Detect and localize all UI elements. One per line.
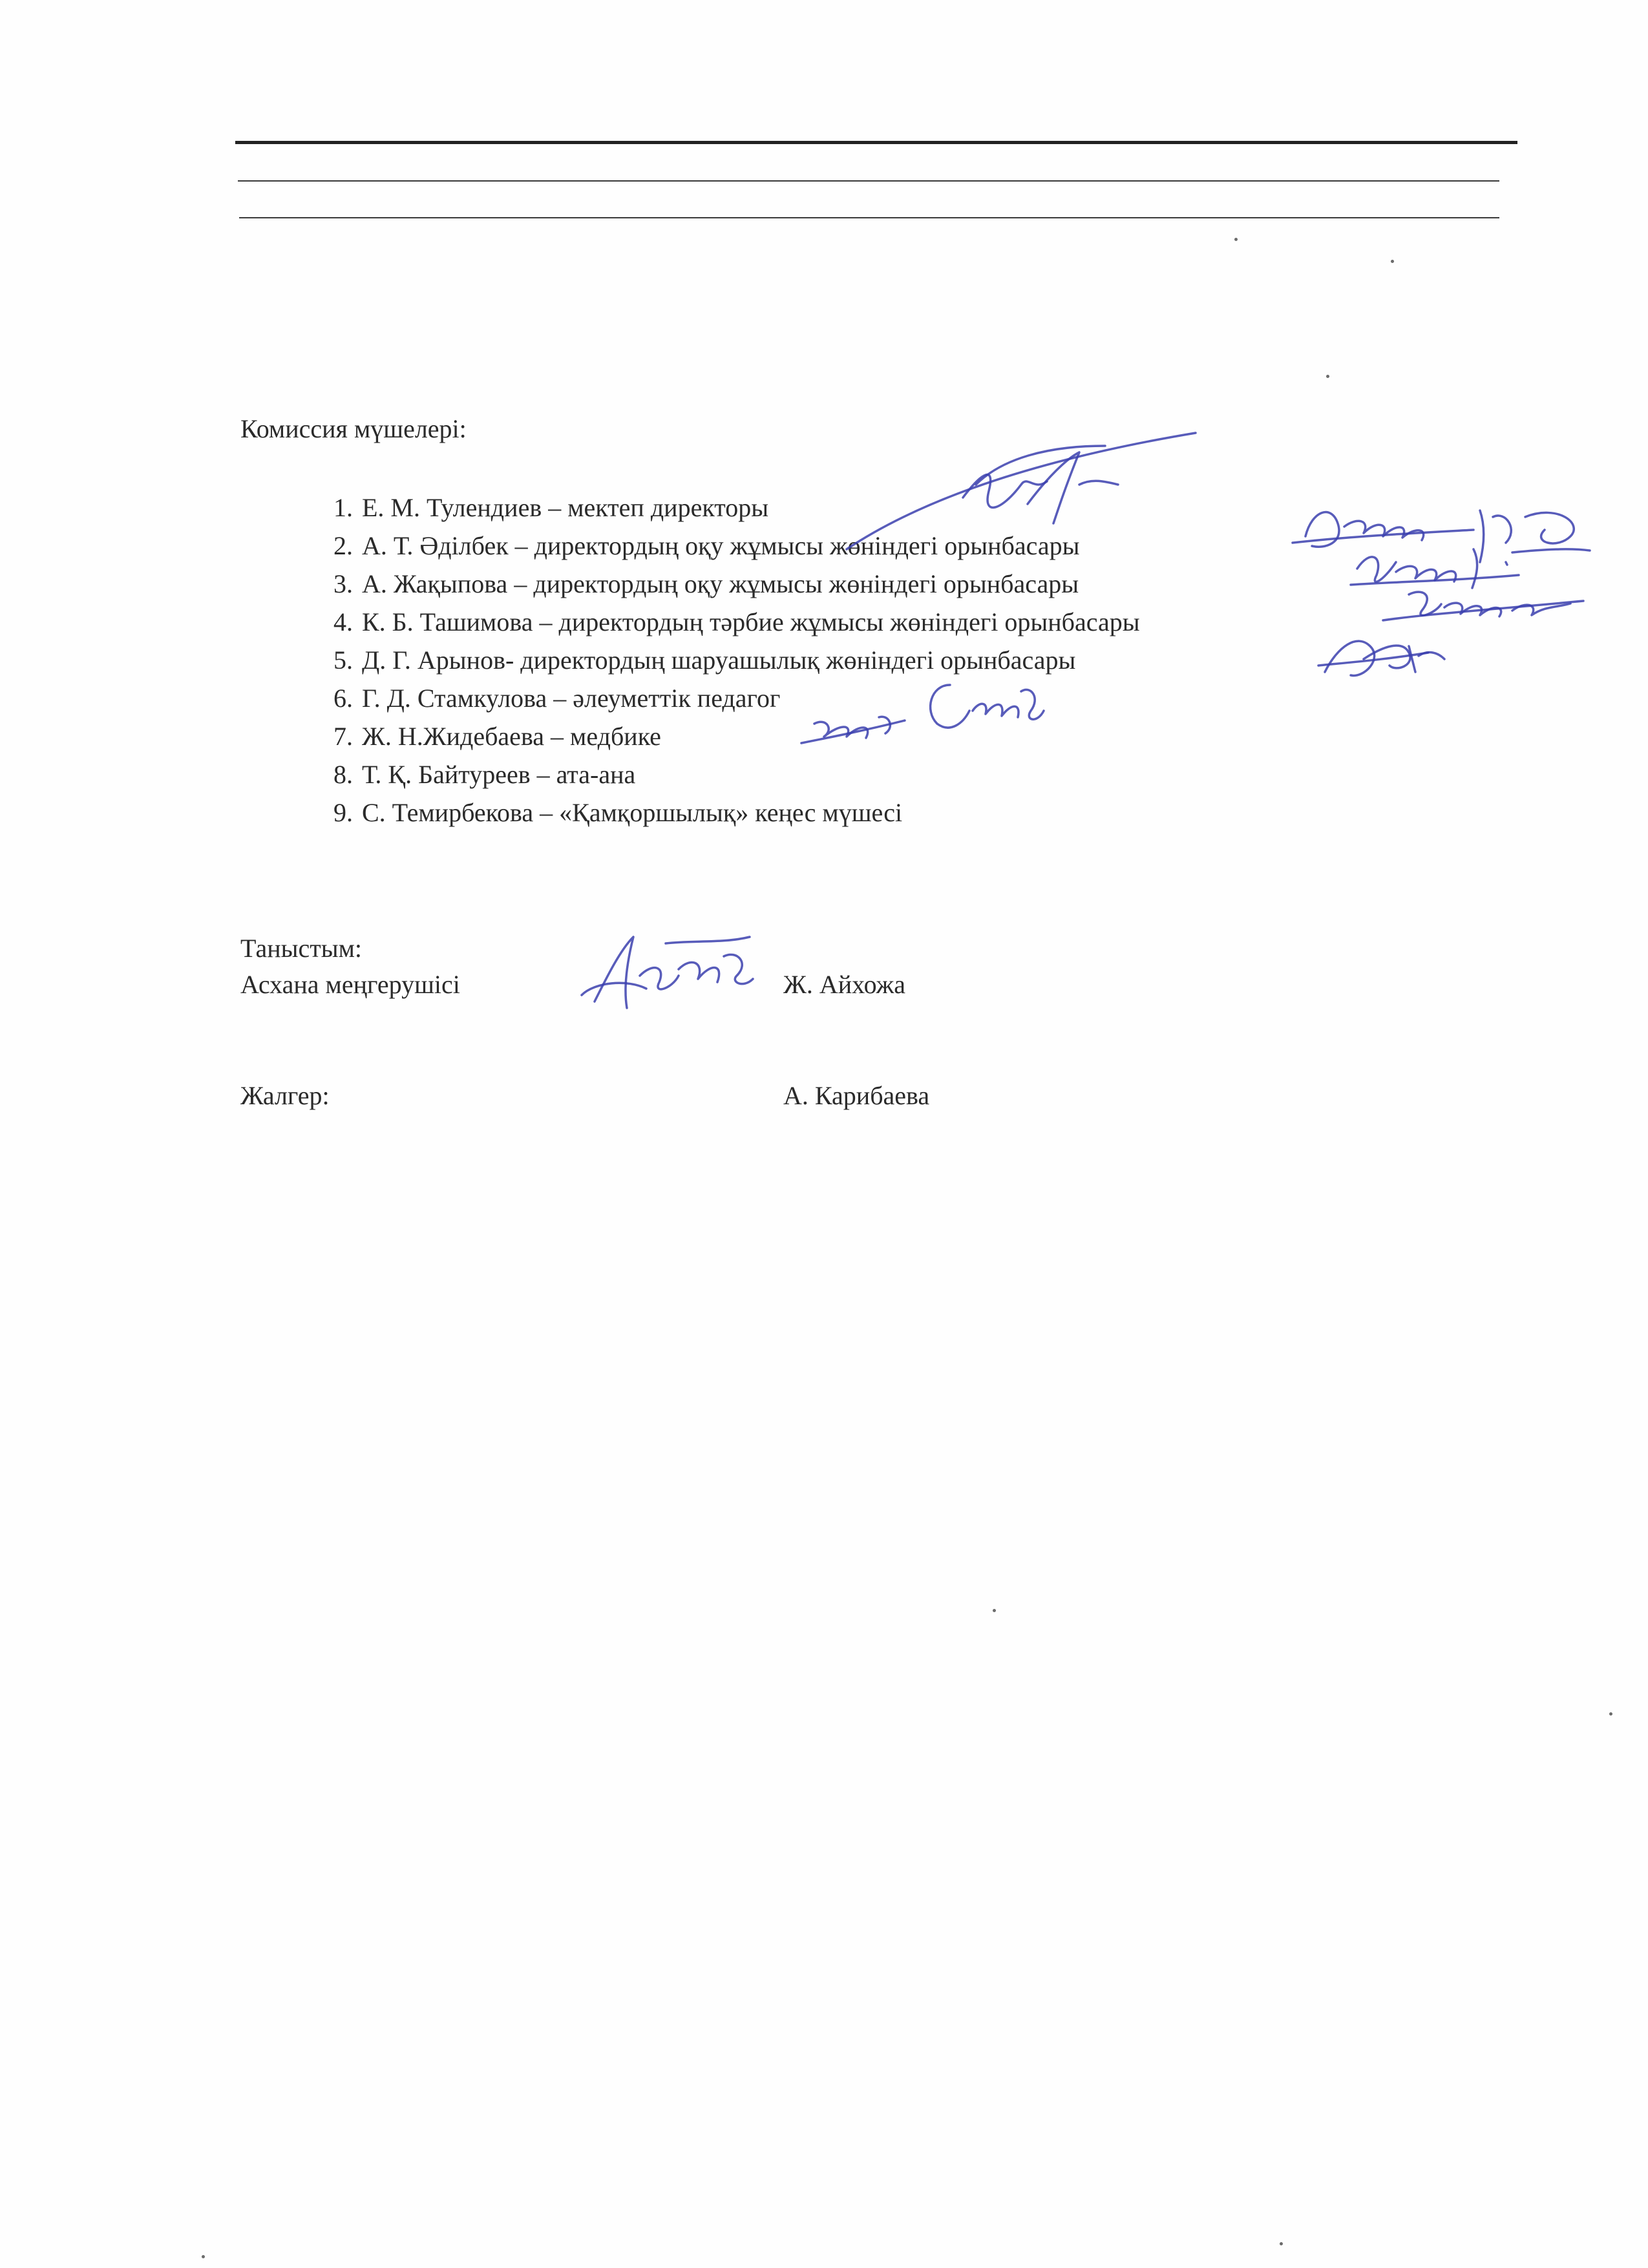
scan-speck — [1609, 1712, 1612, 1716]
member-text: А. Т. Әділбек – директордың оқу жұмысы жөніндегі орынбасары — [362, 531, 1080, 560]
acknowledged-name: Ж. Айхожа — [783, 970, 906, 999]
list-item: 8. Т. Қ. Байтуреев – ата-ана — [333, 760, 636, 789]
tenant-label: Жалгер: — [240, 1081, 330, 1110]
list-item: 4. К. Б. Ташимова – директордың тәрбие жұмысы жөніндегі орынбасары — [333, 607, 1140, 636]
signature-tulendiev — [834, 420, 1221, 569]
list-item: 9. С. Темирбекова – «Қамқоршылық» кеңес мүшесі — [333, 798, 903, 827]
acknowledged-label: Таныстым: — [240, 934, 363, 963]
scan-speck — [1234, 238, 1238, 241]
list-item: 1. Е. М. Тулендиев – мектеп директоры — [333, 493, 769, 522]
top-rule-1 — [235, 141, 1517, 144]
member-text: Т. Қ. Байтуреев – ата-ана — [362, 760, 636, 789]
signature-aikhozha — [569, 918, 763, 1021]
list-item: 3. А. Жақыпова – директордың оқу жұмысы жөніндегі орынбасары — [333, 569, 1079, 598]
member-text: Е. М. Тулендиев – мектеп директоры — [362, 493, 769, 522]
signature-zhidebaeva — [795, 698, 911, 756]
commission-title: Комиссия мүшелері: — [240, 414, 467, 443]
scan-speck — [1326, 375, 1329, 378]
scan-speck — [202, 2255, 205, 2258]
member-text: К. Б. Ташимова – директордың тәрбие жұмысы жөніндегі орынбасары — [362, 607, 1140, 636]
member-text: С. Темирбекова – «Қамқоршылық» кеңес мүшесі — [362, 798, 903, 827]
scan-speck — [1280, 2242, 1283, 2245]
list-item: 6. Г. Д. Стамкулова – әлеуметтік педагог — [333, 684, 781, 713]
member-text: А. Жақыпова – директордың оқу жұмысы жөніндегі орынбасары — [362, 569, 1079, 598]
tenant-name: А. Карибаева — [783, 1081, 930, 1110]
scan-speck — [1391, 260, 1394, 263]
scan-speck — [993, 1609, 996, 1612]
list-item: 2. А. Т. Әділбек – директордың оқу жұмысы жөніндегі орынбасары — [333, 531, 1080, 560]
list-item: 7. Ж. Н.Жидебаева – медбике — [333, 722, 661, 751]
member-text: Ж. Н.Жидебаева – медбике — [362, 722, 661, 751]
list-item: 5. Д. Г. Арынов- директордың шаруашылық жөніндегі орынбасары — [333, 646, 1076, 675]
signature-arynov — [1312, 620, 1454, 691]
member-text: Г. Д. Стамкулова – әлеуметтік педагог — [362, 684, 781, 713]
signature-stamkulova — [918, 666, 1047, 743]
top-rule-3 — [239, 217, 1499, 218]
top-rule-2 — [238, 180, 1499, 182]
member-text: Д. Г. Арынов- директордың шаруашылық жөніндегі орынбасары — [362, 646, 1076, 675]
acknowledged-role: Асхана меңгерушісі — [240, 970, 460, 999]
